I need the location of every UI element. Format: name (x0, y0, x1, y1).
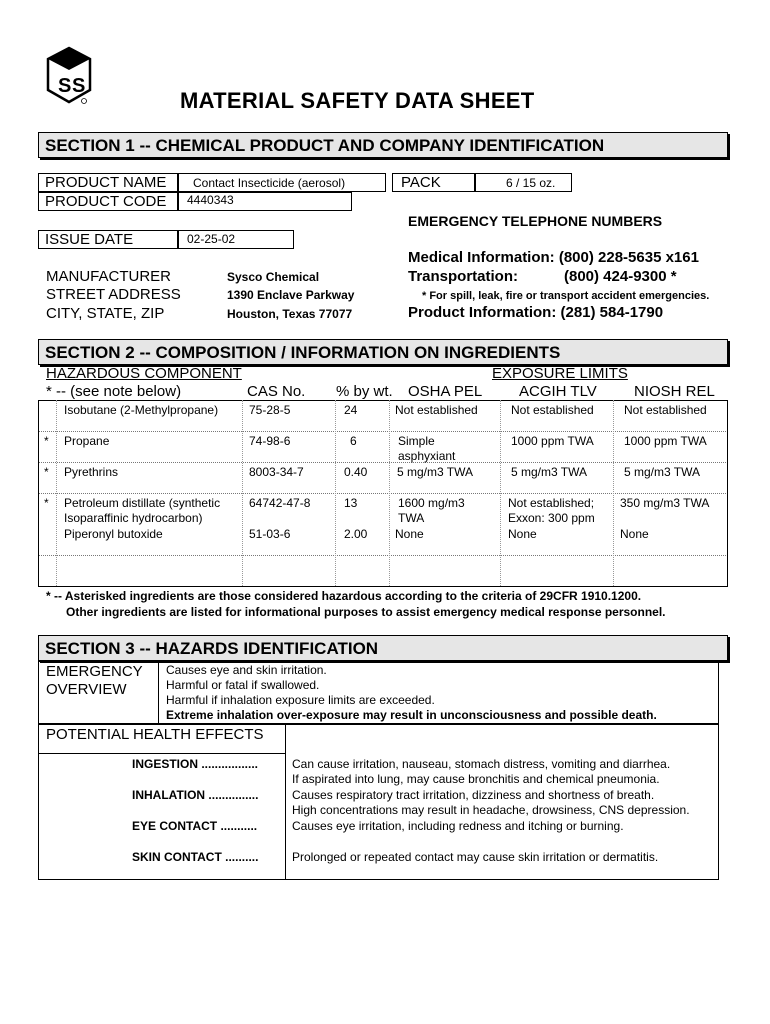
ingredient-name: Isobutane (2-Methylpropane) (64, 403, 219, 417)
ingredient-niosh: 1000 ppm TWA (624, 434, 707, 448)
product-name-box (178, 173, 386, 192)
skin-contact-text: Prolonged or repeated contact may cause skin irritation or dermatitis. (292, 850, 659, 864)
ingredient-acgih: 5 mg/m3 TWA (511, 465, 588, 479)
ingestion-label: INGESTION ................. (132, 757, 259, 771)
ingredient-acgih: 1000 ppm TWA (511, 434, 594, 448)
product-code-label: PRODUCT CODE (45, 193, 167, 210)
ingredient-acgih: None (508, 527, 537, 541)
sysco-logo (46, 46, 92, 106)
ingredient-pct: 6 (350, 434, 357, 448)
product-name-label-box (38, 173, 178, 192)
transport-note: * For spill, leak, fire or transport accident emergencies. (422, 290, 710, 302)
row-star: * (44, 434, 49, 448)
col-pct: % by wt. (336, 383, 393, 400)
col-niosh: NIOSH REL (634, 383, 715, 400)
ingredient-cas: 64742-47-8 (249, 496, 311, 510)
medical-info: Medical Information: (800) 228-5635 x161 (408, 249, 699, 266)
product-name-label: PRODUCT NAME (45, 174, 167, 191)
manufacturer-label: MANUFACTURER (46, 268, 172, 285)
overview-bold-line: Extreme inhalation over-exposure may result in unconsciousness and possible death. (166, 708, 657, 722)
ingredient-osha: Simple asphyxiant (398, 434, 456, 463)
product-info: Product Information: (281) 584-1790 (408, 304, 664, 321)
ingredient-cas: 8003-34-7 (249, 465, 304, 479)
pack-box (475, 173, 572, 192)
ingestion-text: Can cause irritation, nauseau, stomach distress, vomiting and diarrhea. If aspirated into lung, may cause bronchitis and chemical pneumonia. (292, 757, 671, 786)
pack-label: PACK (401, 174, 441, 191)
asterisk-note-line2: Other ingredients are listed for informational purposes to assist emergency medical response personnel. (66, 605, 666, 619)
issue-date-label: ISSUE DATE (45, 231, 134, 248)
transport-label: Transportation: (408, 268, 519, 285)
street-value: 1390 Enclave Parkway (227, 288, 355, 302)
col-osha: OSHA PEL (408, 383, 483, 400)
ingredient-acgih: Not established (511, 403, 594, 417)
section1-header: SECTION 1 -- CHEMICAL PRODUCT AND COMPANY IDENTIFICATION (38, 132, 728, 158)
overview-line: Harmful or fatal if swallowed. (166, 678, 320, 692)
ingredient-niosh: None (620, 527, 649, 541)
row-star: * (44, 465, 49, 479)
ingredient-osha: None (395, 527, 424, 541)
col-acgih: ACGIH TLV (519, 383, 597, 400)
exposure-limits-label: EXPOSURE LIMITS (492, 365, 628, 382)
col-cas: CAS No. (247, 383, 306, 400)
ingredient-acgih: Not established; Exxon: 300 ppm (508, 496, 595, 525)
ingredient-pct: 2.00 (344, 527, 368, 541)
issue-date-value: 02-25-02 (187, 232, 236, 246)
ingredient-osha: 5 mg/m3 TWA (397, 465, 474, 479)
asterisk-note-line1: * -- Asterisked ingredients are those considered hazardous according to the criteria of 29CFR 1910.1200. (46, 589, 642, 603)
ingredient-name: Propane (64, 434, 110, 448)
ingredient-niosh: 5 mg/m3 TWA (624, 465, 701, 479)
product-code-box (178, 192, 352, 211)
ingredient-pct: 0.40 (344, 465, 368, 479)
transport-number: (800) 424-9300 * (564, 268, 677, 285)
svg-text:S: S (72, 75, 86, 97)
document-title: MATERIAL SAFETY DATA SHEET (180, 88, 535, 113)
svg-text:S: S (58, 75, 72, 97)
skin-contact-label: SKIN CONTACT .......... (132, 850, 259, 864)
ingredient-pct: 24 (344, 403, 358, 417)
product-name-value: Contact Insecticide (aerosol) (193, 176, 346, 190)
issue-date-label-box (38, 230, 178, 249)
emergency-header: EMERGENCY TELEPHONE NUMBERS (408, 213, 663, 229)
ingredient-niosh: 350 mg/m3 TWA (620, 496, 710, 510)
see-note-label: * -- (see note below) (46, 383, 182, 400)
street-label: STREET ADDRESS (46, 286, 181, 303)
ingredient-pct: 13 (344, 496, 358, 510)
ingredient-osha: Not established (395, 403, 478, 417)
section3-header: SECTION 3 -- HAZARDS IDENTIFICATION (38, 635, 728, 661)
overview-line: Causes eye and skin irritation. (166, 663, 327, 677)
overview-label: OVERVIEW (46, 681, 127, 698)
product-code-label-box (38, 192, 178, 211)
manufacturer-value: Sysco Chemical (227, 270, 320, 284)
ingredient-name: Pyrethrins (64, 465, 119, 479)
ingredient-niosh: Not established (624, 403, 707, 417)
overview-line: Harmful if inhalation exposure limits are exceeded. (166, 693, 435, 707)
hazardous-component-label: HAZARDOUS COMPONENT (46, 365, 242, 382)
potential-health-effects-label: POTENTIAL HEALTH EFFECTS (46, 726, 264, 743)
section2-header: SECTION 2 -- COMPOSITION / INFORMATION ON INGREDIENTS (38, 339, 728, 365)
city-value: Houston, Texas 77077 (227, 307, 353, 321)
city-label: CITY, STATE, ZIP (46, 305, 165, 322)
issue-date-box (178, 230, 294, 249)
ingredient-cas: 51-03-6 (249, 527, 291, 541)
inhalation-label: INHALATION ............... (132, 788, 259, 802)
product-code-value: 4440343 (187, 193, 234, 207)
ingredient-cas: 75-28-5 (249, 403, 291, 417)
pack-value: 6 / 15 oz. (506, 176, 556, 190)
inhalation-text: Causes respiratory tract irritation, dizziness and shortness of breath. High concentrations may result in headache, drowsiness, CNS depression. (292, 788, 690, 817)
eye-contact-text: Causes eye irritation, including redness and itching or burning. (292, 819, 624, 833)
ingredient-name: Petroleum distillate (synthetic Isoparaffinic hydrocarbon) (64, 496, 221, 525)
ingredient-osha: 1600 mg/m3 TWA (398, 496, 465, 525)
emergency-label: EMERGENCY (46, 663, 143, 680)
row-star: * (44, 496, 49, 510)
ingredient-name: Piperonyl butoxide (64, 527, 163, 541)
pack-label-box (392, 173, 475, 192)
ingredient-cas: 74-98-6 (249, 434, 291, 448)
eye-contact-label: EYE CONTACT ........... (132, 819, 258, 833)
